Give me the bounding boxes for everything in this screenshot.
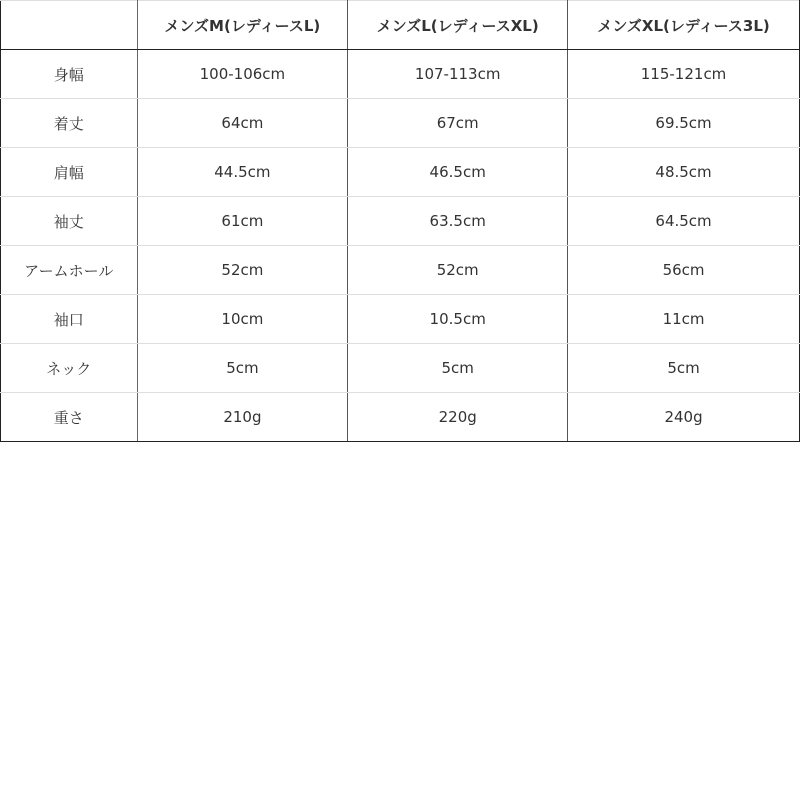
header-size-m: メンズM(レディースL) xyxy=(137,1,348,50)
row-label: アームホール xyxy=(1,246,138,295)
cell-size-xl: 5cm xyxy=(568,344,800,393)
cell-size-l: 52cm xyxy=(348,246,568,295)
cell-size-l: 46.5cm xyxy=(348,148,568,197)
cell-size-l: 220g xyxy=(348,393,568,442)
cell-size-xl: 64.5cm xyxy=(568,197,800,246)
cell-size-m: 100-106cm xyxy=(137,50,348,99)
table-row xyxy=(1,344,800,393)
table-row xyxy=(1,393,800,442)
table-row xyxy=(1,197,800,246)
row-label: 着丈 xyxy=(1,99,138,148)
row-label: 袖口 xyxy=(1,295,138,344)
cell-size-xl: 240g xyxy=(568,393,800,442)
cell-size-xl: 56cm xyxy=(568,246,800,295)
row-label: 身幅 xyxy=(1,50,138,99)
row-label: ネック xyxy=(1,344,138,393)
cell-size-l: 10.5cm xyxy=(348,295,568,344)
cell-size-l: 5cm xyxy=(348,344,568,393)
table-row xyxy=(1,50,800,99)
table-row xyxy=(1,295,800,344)
row-label: 袖丈 xyxy=(1,197,138,246)
cell-size-m: 10cm xyxy=(137,295,348,344)
cell-size-l: 63.5cm xyxy=(348,197,568,246)
header-corner-cell xyxy=(1,1,138,50)
header-row xyxy=(1,1,800,50)
header-size-xl: メンズXL(レディース3L) xyxy=(568,1,800,50)
cell-size-l: 67cm xyxy=(348,99,568,148)
cell-size-m: 5cm xyxy=(137,344,348,393)
cell-size-m: 64cm xyxy=(137,99,348,148)
cell-size-m: 52cm xyxy=(137,246,348,295)
cell-size-xl: 69.5cm xyxy=(568,99,800,148)
cell-size-xl: 115-121cm xyxy=(568,50,800,99)
table-row xyxy=(1,148,800,197)
cell-size-l: 107-113cm xyxy=(348,50,568,99)
cell-size-m: 61cm xyxy=(137,197,348,246)
table-row xyxy=(1,99,800,148)
cell-size-m: 210g xyxy=(137,393,348,442)
table-row xyxy=(1,246,800,295)
row-label: 重さ xyxy=(1,393,138,442)
cell-size-m: 44.5cm xyxy=(137,148,348,197)
cell-size-xl: 11cm xyxy=(568,295,800,344)
header-size-l: メンズL(レディースXL) xyxy=(348,1,568,50)
row-label: 肩幅 xyxy=(1,148,138,197)
cell-size-xl: 48.5cm xyxy=(568,148,800,197)
